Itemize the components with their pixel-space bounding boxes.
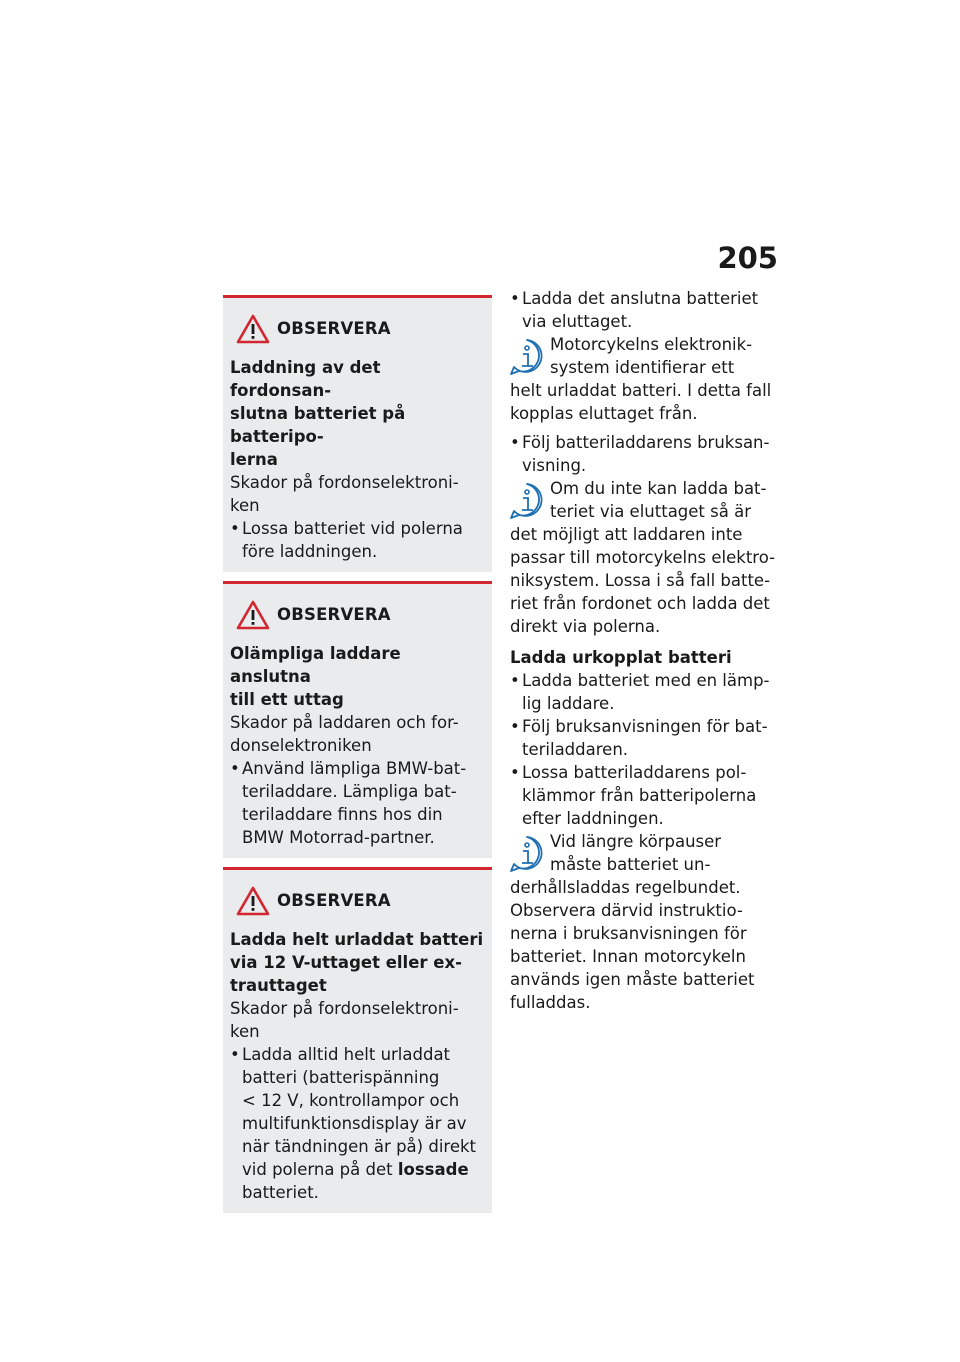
notice-actions <box>230 517 484 563</box>
info-line: riet från fordonet och ladda det <box>510 594 770 613</box>
step-list-2 <box>510 431 780 477</box>
step-line: via eluttaget. <box>522 312 633 331</box>
title-line: Ladda helt urladdat batteri <box>230 930 484 949</box>
consequence-line: Skador på fordonselektroni- <box>230 999 459 1018</box>
info-line: det möjligt att laddaren inte <box>510 525 743 544</box>
notice-label: OBSERVERA <box>277 891 391 910</box>
notice-2 <box>223 581 492 858</box>
consequence-line: ken <box>230 1022 260 1041</box>
step-item <box>510 715 780 761</box>
notice-1 <box>223 295 492 572</box>
title-line: till ett uttag <box>230 690 344 709</box>
step-line: klämmor från batteripolerna <box>522 786 757 805</box>
action-line: när tändningen är på) direkt <box>242 1137 476 1156</box>
info-line: Vid längre körpauser <box>550 832 722 851</box>
action-line: batteriet. <box>242 1183 319 1202</box>
title-line: lerna <box>230 450 278 469</box>
step-item <box>510 669 780 715</box>
action-item <box>230 1043 484 1204</box>
notice-label: OBSERVERA <box>277 605 391 624</box>
notice-3 <box>223 867 492 1213</box>
info-line: Om du inte kan ladda bat- <box>550 479 767 498</box>
info-line: derhållsladdas regelbundet. <box>510 878 741 897</box>
consequence-line: Skador på laddaren och for- <box>230 713 459 732</box>
info-text <box>510 477 780 638</box>
info-note-1 <box>510 333 780 425</box>
left-column <box>223 295 492 1213</box>
notice-consequence <box>230 711 484 757</box>
step-line: Följ bruksanvisningen för bat- <box>522 717 768 736</box>
info-note-2 <box>510 477 780 638</box>
action-line: teriladdare. Lämpliga bat- <box>242 782 457 801</box>
notice-header <box>230 598 484 634</box>
page-number: 205 <box>717 241 778 275</box>
step-line: lig laddare. <box>522 694 615 713</box>
emphasis-text: lossade <box>397 1160 469 1179</box>
info-line: passar till motorcykelns elektro- <box>510 548 776 567</box>
step-line: teriladdaren. <box>522 740 629 759</box>
warning-triangle-icon <box>236 600 270 630</box>
action-line: Ladda alltid helt urladdat <box>242 1045 451 1064</box>
action-line: batteri (batterispänning <box>242 1068 440 1087</box>
action-line: multifunktionsdisplay är av <box>242 1114 467 1133</box>
notice-actions <box>230 757 484 849</box>
action-line: Använd lämpliga BMW-bat- <box>242 759 467 778</box>
info-icon <box>508 834 546 874</box>
info-note-3 <box>510 830 780 1014</box>
info-icon <box>508 481 546 521</box>
notice-title <box>230 642 484 711</box>
step-line: Följ batteriladdarens bruksan- <box>522 433 770 452</box>
action-line: vid polerna på det <box>242 1160 393 1179</box>
step-item <box>510 287 780 333</box>
action-line: Lossa batteriet vid polerna <box>242 519 463 538</box>
info-line: helt urladdat batteri. I detta fall <box>510 381 772 400</box>
title-line: Laddning av det fordonsan- <box>230 358 381 400</box>
title-line: via 12 V-uttaget eller ex- <box>230 953 462 972</box>
action-line: före laddningen. <box>242 542 378 561</box>
info-text <box>510 333 780 425</box>
notice-title <box>230 928 484 997</box>
info-line: teriet via eluttaget så är <box>550 502 751 521</box>
action-line: < 12 V, kontrollampor och <box>242 1091 460 1110</box>
notice-actions <box>230 1043 484 1204</box>
info-line: direkt via polerna. <box>510 617 661 636</box>
title-line: slutna batteriet på batteripo- <box>230 404 406 446</box>
step-line: Lossa batteriladdarens pol- <box>522 763 747 782</box>
warning-triangle-icon <box>236 314 270 344</box>
step-line: efter laddningen. <box>522 809 664 828</box>
step-line: Ladda det anslutna batteriet <box>522 289 759 308</box>
warning-triangle-icon <box>236 886 270 916</box>
info-line: används igen måste batteriet <box>510 970 755 989</box>
title-line: Olämpliga laddare anslutna <box>230 644 401 686</box>
notice-label: OBSERVERA <box>277 319 391 338</box>
action-item <box>230 757 484 849</box>
info-line: fulladdas. <box>510 993 591 1012</box>
step-list-1 <box>510 287 780 333</box>
step-list-3 <box>510 669 780 830</box>
info-line: Motorcykelns elektronik- <box>550 335 753 354</box>
step-line: visning. <box>522 456 587 475</box>
consequence-line: donselektroniken <box>230 736 372 755</box>
action-line: teriladdare finns hos din <box>242 805 443 824</box>
info-line: måste batteriet un- <box>550 855 711 874</box>
step-item <box>510 431 780 477</box>
step-line: Ladda batteriet med en lämp- <box>522 671 770 690</box>
notice-title <box>230 356 484 471</box>
consequence-line: ken <box>230 496 260 515</box>
info-line: batteriet. Innan motorcykeln <box>510 947 746 966</box>
notice-header <box>230 312 484 348</box>
notice-consequence <box>230 997 484 1043</box>
action-item <box>230 517 484 563</box>
info-line: niksystem. Lossa i så fall batte- <box>510 571 771 590</box>
action-line: BMW Motorrad-partner. <box>242 828 435 847</box>
right-column <box>510 287 780 1014</box>
info-line: Observera därvid instruktio- <box>510 901 743 920</box>
title-line: trauttaget <box>230 976 327 995</box>
info-line: system identifierar ett <box>550 358 735 377</box>
info-line: nerna i bruksanvisningen för <box>510 924 747 943</box>
info-line: kopplas eluttaget från. <box>510 404 698 423</box>
notice-consequence <box>230 471 484 517</box>
info-text <box>510 830 780 1014</box>
step-item <box>510 761 780 830</box>
info-icon <box>508 337 546 377</box>
consequence-line: Skador på fordonselektroni- <box>230 473 459 492</box>
section-heading: Ladda urkopplat batteri <box>510 648 732 667</box>
notice-header <box>230 884 484 920</box>
